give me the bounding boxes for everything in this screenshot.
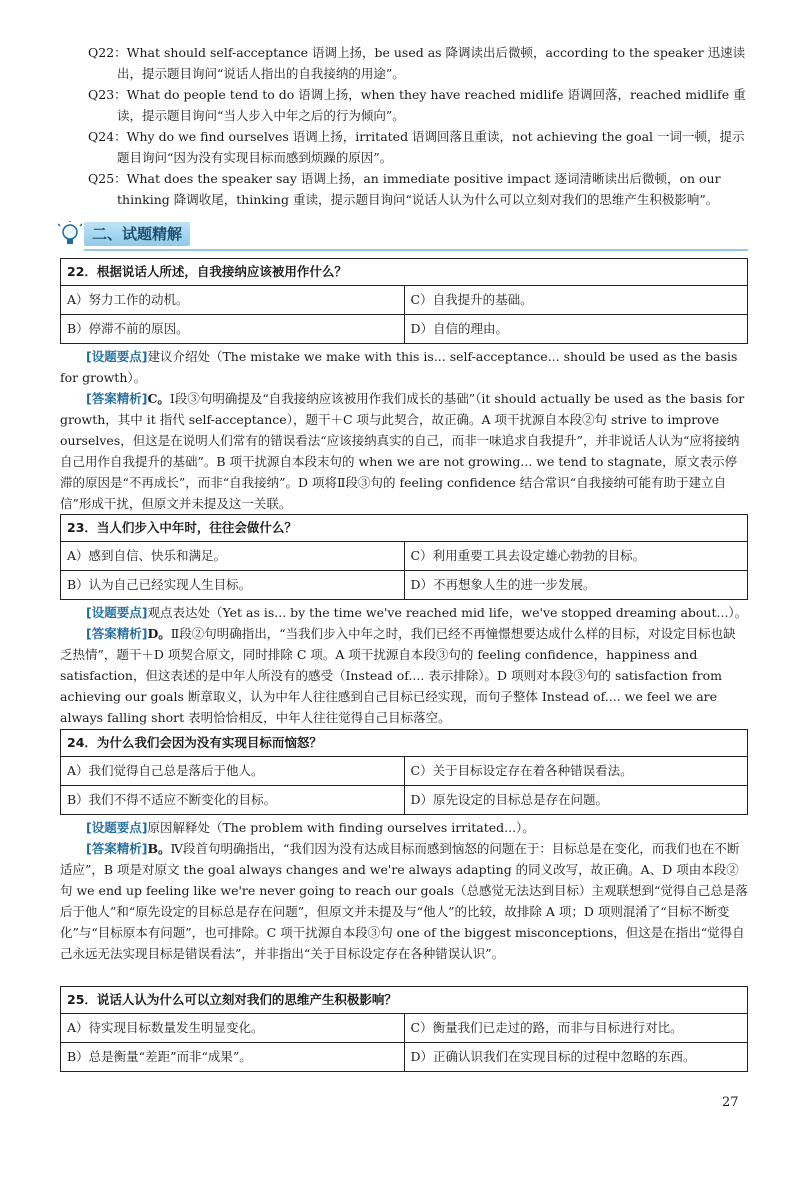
section-divider [84, 249, 748, 251]
point-text: 建议介绍处（The mistake we make with this is... self-acceptance... should be used as the basis for growth）。 [60, 349, 738, 385]
question-title: 22．根据说话人所述，自我接纳应该被用作什么？ [61, 259, 747, 286]
question-24-table [60, 729, 748, 815]
option-a: A）努力工作的动机。 [67, 292, 189, 307]
options-row [61, 314, 747, 343]
point-label: [设题要点] [86, 349, 148, 364]
option-c: C）关于目标设定存在着各种错误看法。 [404, 757, 748, 785]
point-paragraph-23 [60, 602, 748, 623]
question-title: 25．说话人认为什么可以立刻对我们的思维产生积极影响？ [61, 987, 747, 1014]
answer-text: Ⅱ段②句明确指出，“当我们步入中年之时，我们已经不再憧憬想要达成什么样的目标，对设定目标也缺乏热情”，题干＋D 项契合原文，同时排除 C 项。A 项干扰源自本段③句的 feeling confidence，happiness and satisfaction，但这表述的是中年人所没有的感受（Instead of.... 表示排除）。D 项则对本段③句的 satisfaction from achieving our goals 断章取义，认为中年人往往感到自己目标已经实现，而句子整体 Instead of.... we feel we are always falling short 表明恰恰相反，中年人往往觉得自己目标落空。 [60, 626, 736, 725]
answer-paragraph-23 [60, 623, 748, 728]
answer-letter: D。 [147, 626, 171, 641]
point-label: [设题要点] [86, 820, 148, 835]
option-a: A）我们觉得自己总是落后于他人。 [67, 763, 264, 778]
option-b: B）认为自己已经实现人生目标。 [67, 577, 252, 592]
intro-line-q25: Q25：What does the speaker say 语调上扬，an immediate positive impact 逐词清晰读出后微顿，on our thinking 降调收尾，thinking 重读，提示题目询问“说话人认为什么可以立刻对我们的思维产生积极影响”。 [88, 171, 721, 207]
answer-label: [答案精析] [86, 841, 148, 856]
options-row [61, 1042, 747, 1071]
option-c: C）自我提升的基础。 [404, 286, 748, 314]
answer-text: Ⅰ段③句明确提及“自我接纳应该被用作我们成长的基础”（it should actually be used as the basis for growth，其中 it 指代 self-acceptance），题干＋C 项与此契合，故正确。A 项干扰源自本段②句 strive to improve ourselves，但这是在说明人们常有的错误看法“应该接纳真实的自己，而非一味追求自我提升”，并非说话人认为“应将接纳自己用作自我提升的基础”。B 项干扰源自本段末句的 when we are not growing... we tend to stagnate，原文表示停滞的原因是“不再成长”，而非“自我接纳”。D 项将Ⅱ段③句的 feeling confidence 结合常识“自我接纳可能有助于建立自信”形成干扰，但原文并未提及这一关联。 [60, 391, 745, 511]
options-row [61, 542, 747, 570]
point-text: 观点表达处（Yet as is... by the time we've reached mid life，we've stopped dreaming about...）。 [147, 605, 748, 620]
option-d: D）正确认识我们在实现目标的过程中忽略的东西。 [404, 1043, 748, 1071]
question-title: 23．当人们步入中年时，往往会做什么？ [61, 515, 747, 542]
option-a: A）感到自信、快乐和满足。 [67, 548, 227, 563]
option-d: D）自信的理由。 [404, 315, 748, 343]
point-text: 原因解释处（The problem with finding ourselves irritated...）。 [147, 820, 535, 835]
lightbulb-icon [58, 221, 82, 249]
answer-label: [答案精析] [86, 391, 148, 406]
answer-paragraph-22 [60, 388, 748, 514]
answer-text: Ⅳ段首句明确指出，“我们因为没有达成目标而感到恼怒的问题在于：目标总是在变化，而我们也在不断适应”，B 项是对原文 the goal always changes and we're always adapting 的同义改写，故正确。A、D 项由本段②句 we end up feeling like we're never going to reach our goals（总感觉无法达到目标）主观联想到“觉得自己总是落后于他人”和“原先设定的目标总是存在问题”，但原文并未提及与“他人”的比较，故排除 A 项；D 项则混淆了“目标不断变化”与“目标原本有问题”，也可排除。C 项干扰源自本段③句 one of the biggest misconceptions，但这是在指出“觉得自己永远无法实现目标是错误看法”，并非指出“关于目标设定存在各种错误认识”。 [60, 841, 748, 961]
question-22-table [60, 258, 748, 344]
options-row [61, 570, 747, 599]
section-title: 二、试题精解 [84, 222, 190, 246]
answer-letter: B。 [147, 841, 171, 856]
section-header [58, 218, 748, 252]
options-row [61, 286, 747, 314]
option-b: B）停滞不前的原因。 [67, 321, 189, 336]
question-title: 24．为什么我们会因为没有实现目标而恼怒？ [61, 730, 747, 757]
option-b: B）总是衡量“差距”而非“成果”。 [67, 1049, 252, 1064]
intro-line-q23: Q23：What do people tend to do 语调上扬，when they have reached midlife 语调回落，reached midlife 重读，提示题目询问“当人步入中年之后的行为倾向”。 [88, 87, 746, 123]
answer-label: [答案精析] [86, 626, 148, 641]
intro-line-q24: Q24：Why do we find ourselves 语调上扬，irritated 语调回落且重读，not achieving the goal 一词一顿，提示题目询问“因为没有实现目标而感到烦躁的原因”。 [88, 129, 745, 165]
question-25-table [60, 986, 748, 1072]
options-row [61, 757, 747, 785]
option-d: D）原先设定的目标总是存在问题。 [404, 786, 748, 814]
answer-letter: C。 [147, 391, 170, 406]
answer-paragraph-24 [60, 838, 748, 964]
question-23-table [60, 514, 748, 600]
option-d: D）不再想象人生的进一步发展。 [404, 571, 748, 599]
point-paragraph-22 [60, 346, 748, 388]
intro-line-q22: Q22：What should self-acceptance 语调上扬，be used as 降调读出后微顿，according to the speaker 迅速读出，提示题目询问“说话人指出的自我接纳的用途”。 [88, 45, 746, 81]
options-row [61, 785, 747, 814]
page-number: 27 [722, 1095, 739, 1110]
option-a: A）待实现目标数量发生明显变化。 [67, 1020, 264, 1035]
option-c: C）利用重要工具去设定雄心勃勃的目标。 [404, 542, 748, 570]
option-b: B）我们不得不适应不断变化的目标。 [67, 792, 277, 807]
point-paragraph-24 [60, 817, 748, 838]
point-label: [设题要点] [86, 605, 148, 620]
options-row [61, 1014, 747, 1042]
option-c: C）衡量我们已走过的路，而非与目标进行对比。 [404, 1014, 748, 1042]
